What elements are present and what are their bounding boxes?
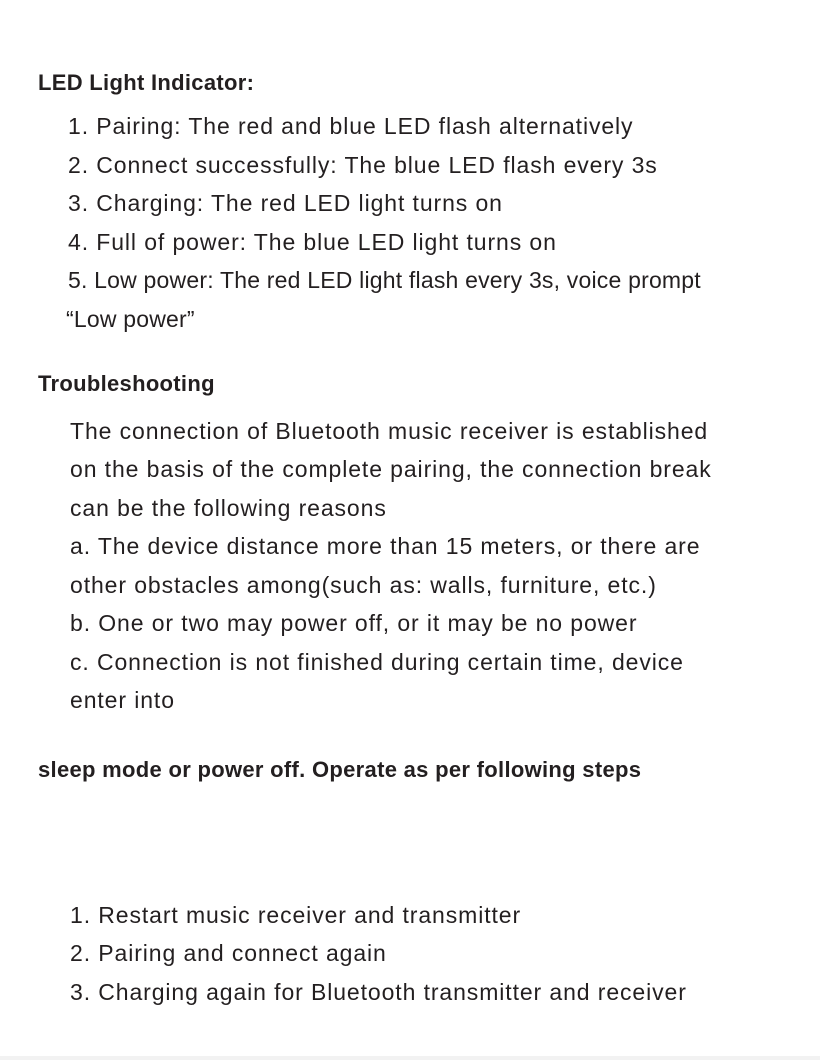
troubleshooting-line-4: a. The device distance more than 15 meters, or there are [70, 533, 701, 559]
step-pair-again: 2. Pairing and connect again [70, 940, 387, 966]
led-item-connect: 2. Connect successfully: The blue LED flash every 3s [68, 152, 658, 178]
troubleshooting-line-2: on the basis of the complete pairing, the connection break [70, 456, 712, 482]
troubleshooting-line-7: c. Connection is not finished during certain time, device [70, 649, 684, 675]
page-bottom-edge [0, 1056, 820, 1060]
troubleshooting-line-3: can be the following reasons [70, 495, 387, 521]
led-item-full-power: 4. Full of power: The blue LED light turns on [68, 229, 557, 255]
troubleshooting-line-5: other obstacles among(such as: walls, furniture, etc.) [70, 572, 657, 598]
troubleshooting-line-8: enter into [70, 687, 175, 713]
troubleshooting-line-6: b. One or two may power off, or it may be no power [70, 610, 638, 636]
step-restart: 1. Restart music receiver and transmitter [70, 902, 522, 928]
led-section-heading: LED Light Indicator: [38, 70, 255, 95]
step-charge-again: 3. Charging again for Bluetooth transmitter and receiver [70, 979, 687, 1005]
led-item-low-power: 5. Low power: The red LED light flash every 3s, voice prompt [68, 267, 701, 293]
troubleshooting-heading: Troubleshooting [38, 371, 215, 396]
sleep-mode-note: sleep mode or power off. Operate as per following steps [38, 757, 642, 782]
troubleshooting-line-1: The connection of Bluetooth music receiver is established [70, 418, 709, 444]
led-item-low-power-cont: “Low power” [66, 306, 195, 332]
led-item-pairing: 1. Pairing: The red and blue LED flash alternatively [68, 113, 634, 139]
led-item-charging: 3. Charging: The red LED light turns on [68, 190, 503, 216]
